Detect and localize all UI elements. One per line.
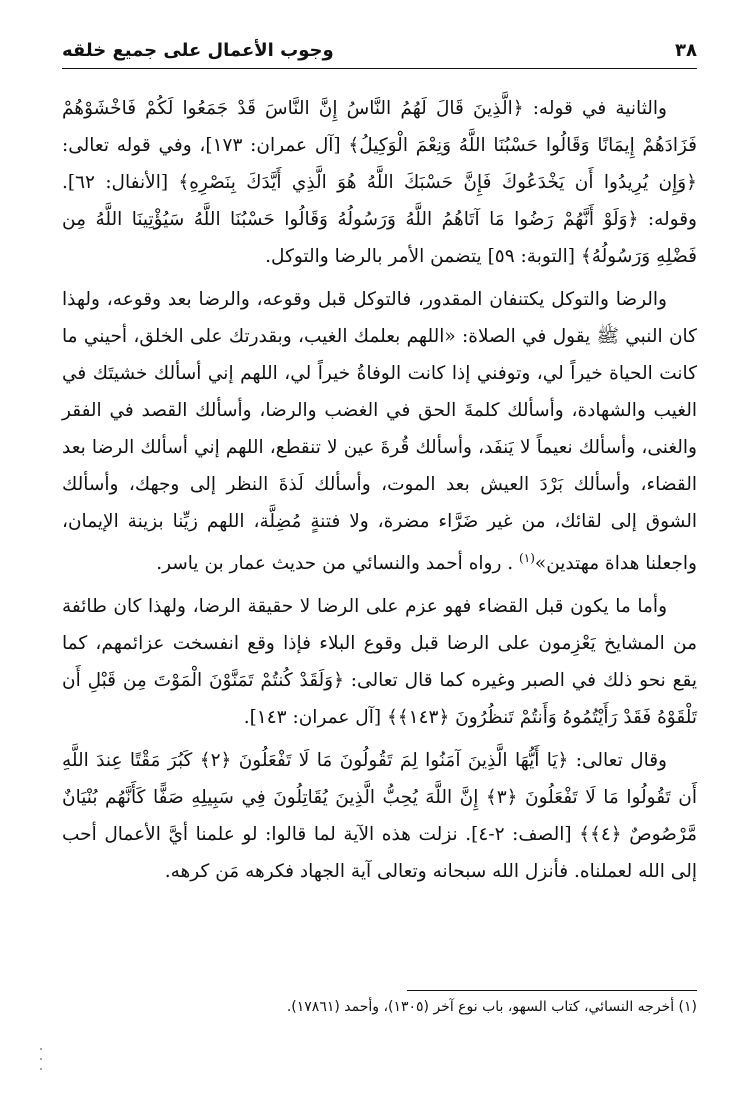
margin-specks <box>36 1040 42 1080</box>
paragraph-4: وقال تعالى: ﴿يَا أَيُّهَا الَّذِينَ آمَنُوا لِمَ تَقُولُونَ مَا لَا تَفْعَلُونَ ﴿٢﴾ كَبُرَ مَقْتًا عِندَ اللَّهِ أَن تَقُولُوا مَا لَا تَفْعَلُونَ ﴿٣﴾ إِنَّ اللَّهَ يُحِبُّ الَّذِينَ يُقَاتِلُونَ فِي سَبِيلِهِ صَفًّا كَأَنَّهُم بُنْيَانٌ مَّرْصُوصٌ ﴿٤﴾﴾ [الصف: ٢-٤]. نزلت هذه الآية لما قالوا: لو علمنا أيَّ الأعمال أحب إلى الله لعملناه. فأنزل الله سبحانه وتعالى آية الجهاد فكرهه مَن كرهه. <box>62 750 697 883</box>
footnote: (١) أخرجه النسائي، كتاب السهو، باب نوع آخر (١٣٠٥)، وأحمد (١٧٨٦١). <box>286 999 697 1015</box>
hadith-text: والرضا والتوكل يكتنفان المقدور، فالتوكل قبل وقوعه، والرضا بعد وقوعه، ولهذا كان النبي ﷺ يقول في الصلاة: «اللهم بعلمك الغيب، وبقدرتك على الخلق، أحيني ما كانت الحياة خيراً لي، وتوفني إذا كانت الوفاةُ خيراً لي، اللهم إني أسألك خشيتَك في الغيب والشهادة، وأسألك كلمةَ الحق في الغضب والرضا، وأسألك القصد في الفقر والغنى، وأسألك نعيماً لا يَنفَد، وأسألك قُرةَ عين لا تنقطع، اللهم إني أسألك الرضا بعد القضاء، وأسألك بَرْدَ العيش بعد الموت، وأسألك لَذةَ النظر إلى وجهك، وأسألك الشوق إلى لقائك، من غير ضَرَّاء مضرة، ولا فتنةٍ مُضِلَّة، اللهم زيِّنا بزينة الإيمان، واجعلنا هداة مهتدين» <box>62 289 697 575</box>
running-title: وجوب الأعمال على جميع خلقه <box>62 40 334 61</box>
footnote-divider <box>407 990 697 991</box>
paragraph-1: والثانية في قوله: ﴿الَّذِينَ قَالَ لَهُمُ النَّاسُ إِنَّ النَّاسَ قَدْ جَمَعُوا لَكُمْ فَاخْشَوْهُمْ فَزَادَهُمْ إِيمَانًا وَقَالُوا حَسْبُنَا اللَّهُ وَنِعْمَ الْوَكِيلُ﴾ [آل عمران: ١٧٣]، وفي قوله تعالى: ﴿وَإِن يُرِيدُوا أَن يَخْدَعُوكَ فَإِنَّ حَسْبَكَ اللَّهُ هُوَ الَّذِي أَيَّدَكَ بِنَصْرِهِ﴾ [الأنفال: ٦٢]. وقوله: ﴿وَلَوْ أَنَّهُمْ رَضُوا مَا آتَاهُمُ اللَّهُ وَرَسُولُهُ وَقَالُوا حَسْبُنَا اللَّهُ سَيُؤْتِينَا اللَّهُ مِن فَضْلِهِ وَرَسُولُهُ﴾ [التوبة: ٥٩] يتضمن الأمر بالرضا والتوكل. <box>62 98 698 267</box>
page-header <box>62 38 697 69</box>
page-number: ٣٨ <box>675 40 697 61</box>
paragraph-2 <box>62 281 697 582</box>
paragraph-3: وأما ما يكون قبل القضاء فهو عزم على الرضا لا حقيقة الرضا، ولهذا كان طائفة من المشايخ يَعْزِمون على الرضا قبل وقوع البلاء فإذا وقع انفسخت عزائمهم، كما يقع نحو ذلك في الصبر وغيره كما قال تعالى: ﴿وَلَقَدْ كُنتُمْ تَمَنَّوْنَ الْمَوْتَ مِن قَبْلِ أَن تَلْقَوْهُ فَقَدْ رَأَيْتُمُوهُ وَأَنتُمْ تَنظُرُونَ ﴿١٤٣﴾﴾ [آل عمران: ١٤٣]. <box>62 596 697 729</box>
footnote-marker: (١) <box>519 551 535 565</box>
page-body <box>62 90 697 980</box>
hadith-source: . رواه أحمد والنسائي من حديث عمار بن ياسر. <box>156 553 520 575</box>
